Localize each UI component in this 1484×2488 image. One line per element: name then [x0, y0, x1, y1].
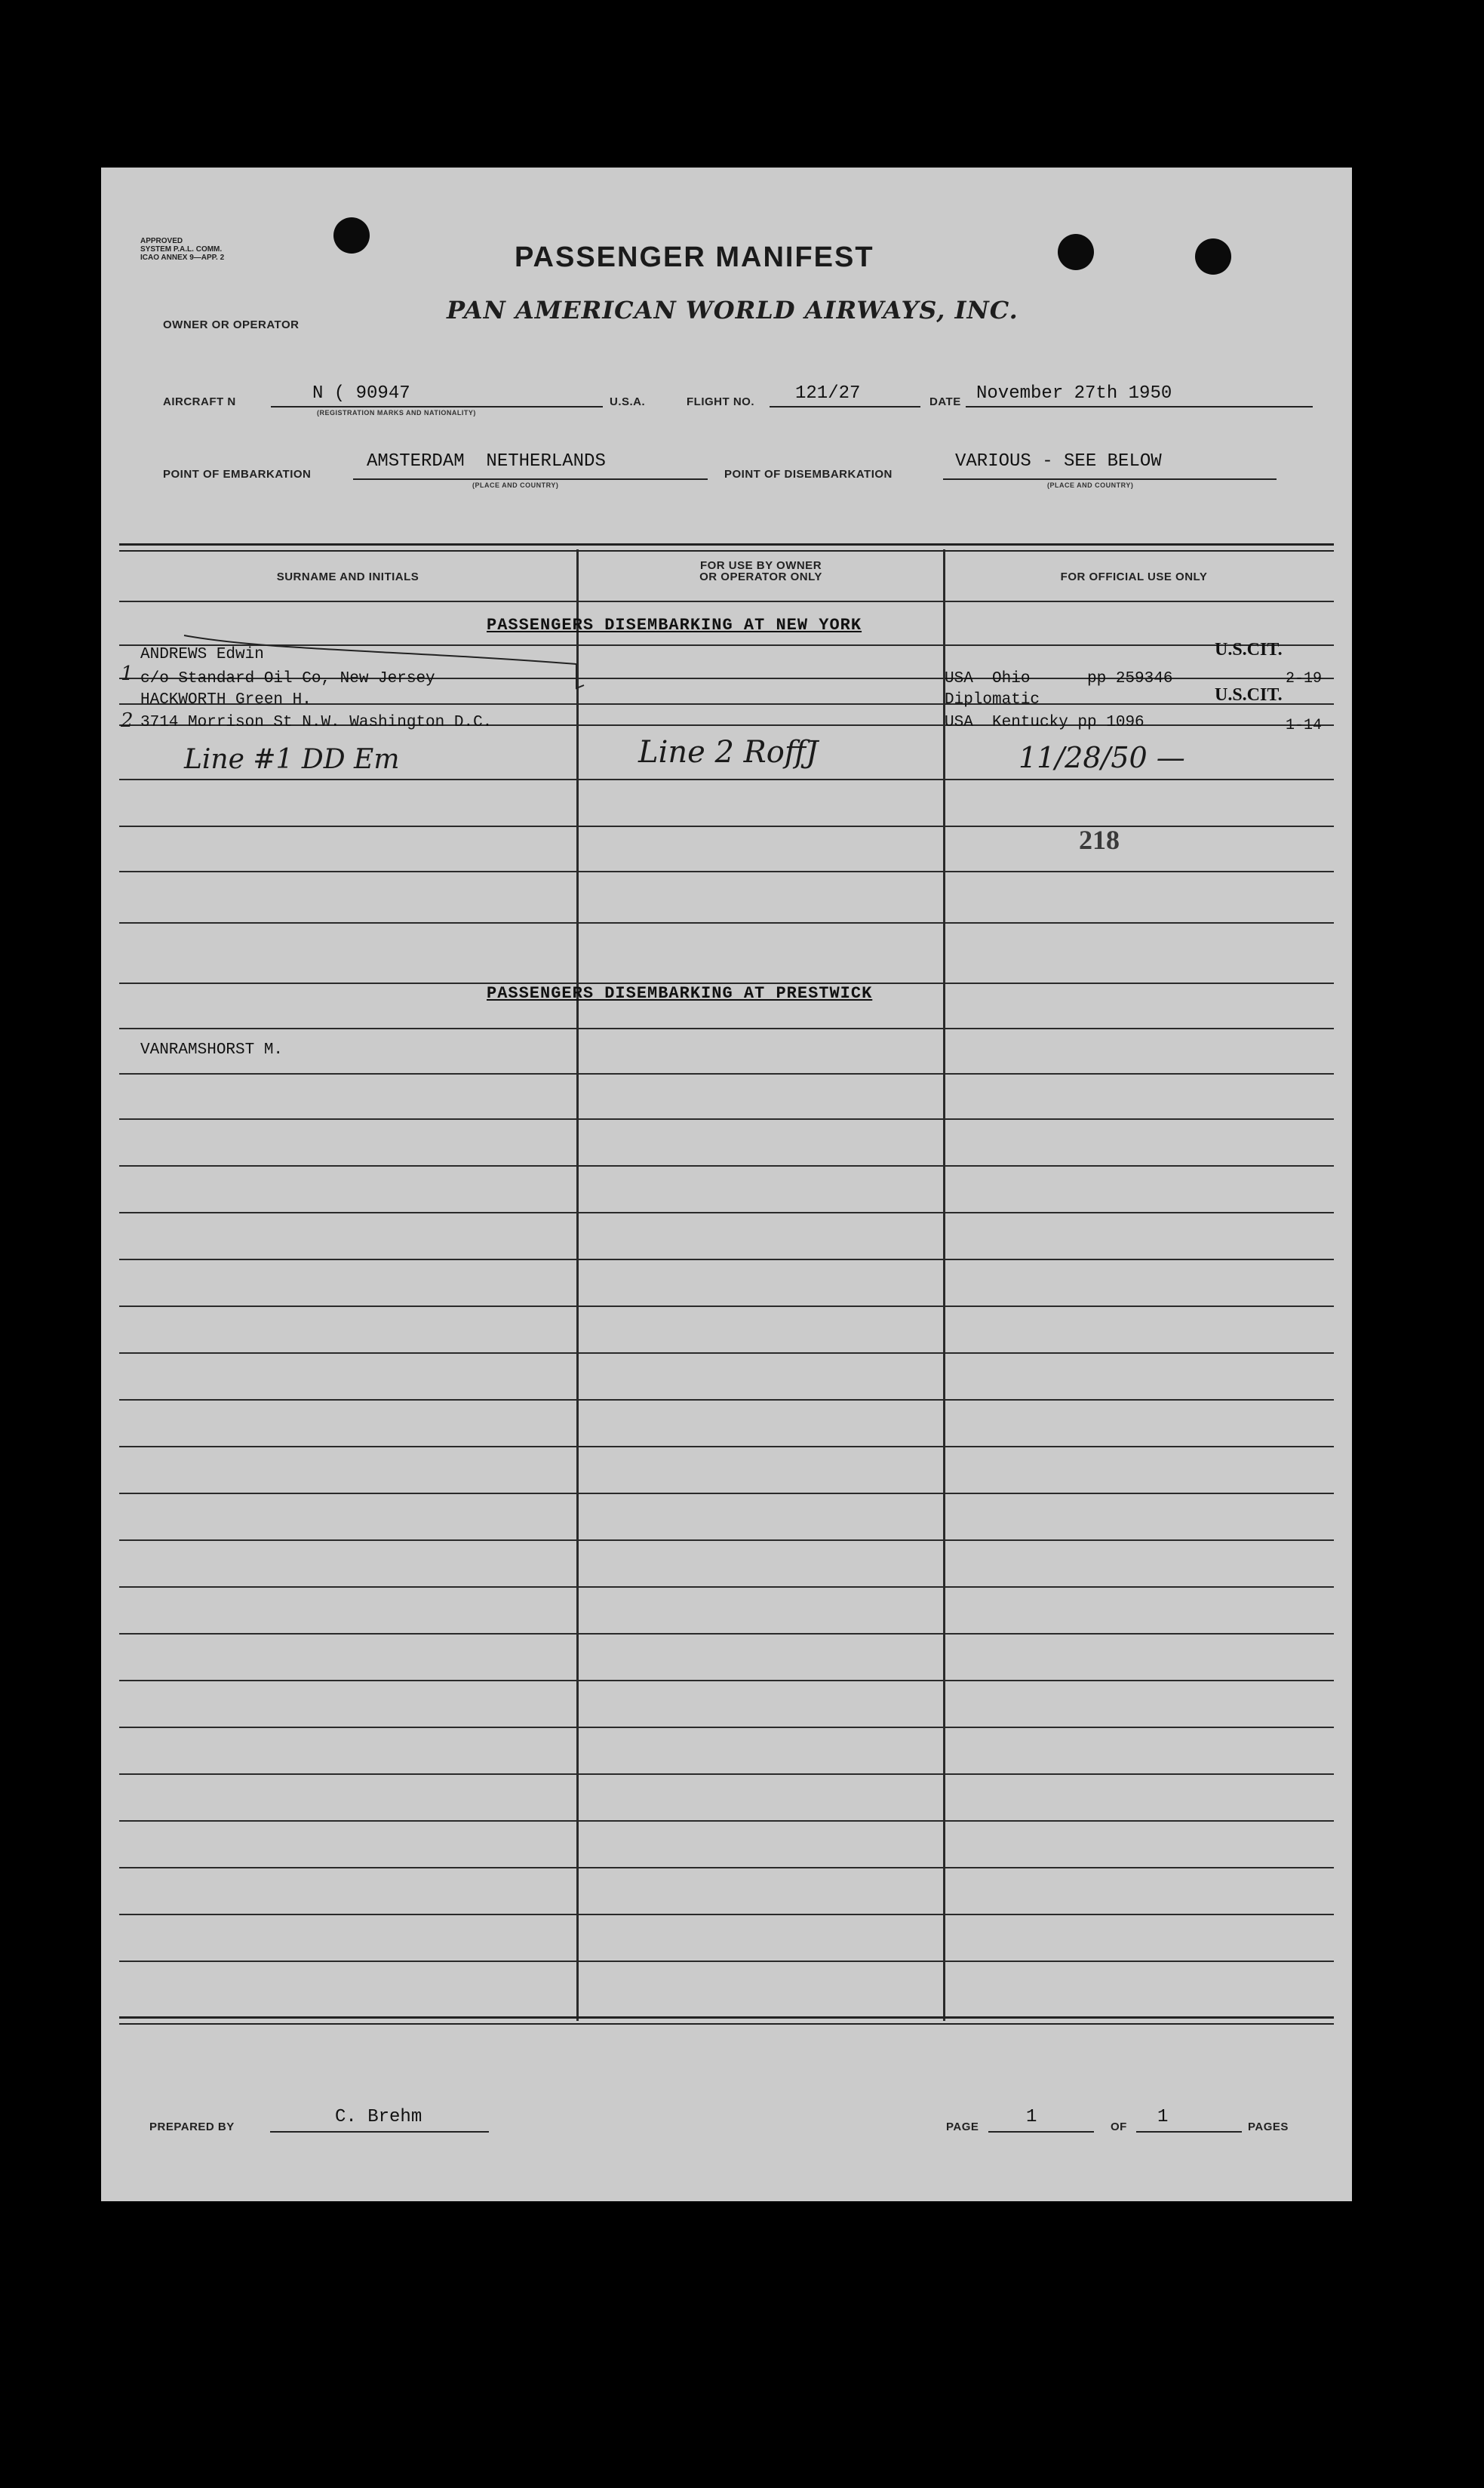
aircraft-underline: [271, 406, 603, 407]
passenger-name: HACKWORTH Green H.: [140, 691, 312, 709]
disembarkation-underline: [943, 478, 1277, 480]
passenger-name: ANDREWS Edwin: [140, 646, 264, 663]
column-header-surname: SURNAME AND INITIALS: [276, 570, 419, 583]
disembarkation-sub: (PLACE AND COUNTRY): [1047, 481, 1134, 489]
bracket-mark: [177, 598, 599, 711]
nationality-label: U.S.A.: [610, 395, 646, 408]
official-entry: USA Kentucky pp 1096: [945, 714, 1144, 731]
of-label: OF: [1111, 2120, 1127, 2133]
punch-hole: [1195, 238, 1231, 275]
embarkation-sub: (PLACE AND COUNTRY): [472, 481, 559, 489]
date-value: November 27th 1950: [976, 383, 1172, 404]
prepared-by-underline: [270, 2131, 489, 2133]
page-label: PAGE: [946, 2120, 979, 2133]
code-entry: 2-19: [1286, 670, 1323, 687]
column-header-official: FOR OFFICIAL USE ONLY: [1060, 570, 1208, 583]
official-entry: USA Ohio pp 259346: [945, 670, 1173, 687]
date-label: DATE: [929, 395, 961, 408]
prepared-by-label: PREPARED BY: [149, 2120, 235, 2133]
section-new-york: PASSENGERS DISEMBARKING AT NEW YORK: [487, 616, 862, 635]
aircraft-sub: (REGISTRATION MARKS AND NATIONALITY): [317, 409, 476, 417]
page-underline: [988, 2131, 1094, 2133]
row-number: 1: [121, 663, 134, 685]
official-entry: Diplomatic: [945, 691, 1040, 709]
citizenship-stamp: U.S.CIT.: [1215, 685, 1283, 705]
embarkation-underline: [353, 478, 708, 480]
total-underline: [1136, 2131, 1242, 2133]
flight-value: 121/27: [795, 383, 861, 404]
punch-hole: [1058, 234, 1094, 270]
pages-label: PAGES: [1248, 2120, 1289, 2133]
punch-hole: [333, 217, 370, 254]
passenger-address: 3714 Morrison St N.W. Washington D.C.: [140, 714, 493, 731]
operator-name: PAN AMERICAN WORLD AIRWAYS, INC.: [447, 296, 1019, 324]
aircraft-label: AIRCRAFT N: [163, 395, 236, 408]
stamp-number: 218: [1079, 825, 1120, 855]
prepared-by-value: C. Brehm: [335, 2107, 422, 2127]
embarkation-value: AMSTERDAM NETHERLANDS: [367, 451, 606, 472]
column-divider: [576, 549, 579, 2021]
handwritten-note: Line #1 DD Em: [184, 744, 400, 775]
column-divider: [943, 549, 945, 2021]
owner-label: OWNER OR OPERATOR: [163, 318, 300, 331]
aircraft-value: N ( 90947: [312, 383, 410, 404]
date-underline: [966, 406, 1313, 407]
page-title: PASSENGER MANIFEST: [515, 241, 874, 273]
passenger-address: c/o Standard Oil Co, New Jersey: [140, 670, 435, 687]
handwritten-date: 11/28/50 —: [1019, 741, 1185, 774]
citizenship-stamp: U.S.CIT.: [1215, 640, 1283, 660]
approval-note: APPROVED SYSTEM P.A.L. COMM. ICAO ANNEX 9—APP. 2: [140, 237, 225, 262]
manifest-sheet: [101, 168, 1352, 2201]
embarkation-label: POINT OF EMBARKATION: [163, 468, 312, 481]
passenger-name: VANRAMSHORST M.: [140, 1041, 284, 1059]
table-top-rule: [119, 543, 1334, 552]
page-value: 1: [1026, 2107, 1037, 2127]
total-pages-value: 1: [1157, 2107, 1169, 2127]
flight-label: FLIGHT NO.: [687, 395, 754, 408]
table-bottom-rule: [119, 2016, 1334, 2025]
disembarkation-value: VARIOUS - SEE BELOW: [955, 451, 1162, 472]
row-number: 2: [121, 709, 134, 732]
column-header-owner-use: FOR USE BY OWNER OR OPERATOR ONLY: [699, 559, 822, 583]
handwritten-note: Line 2 RoffJ: [638, 735, 819, 770]
flight-underline: [770, 406, 920, 407]
code-entry: 1-14: [1286, 717, 1323, 734]
section-prestwick: PASSENGERS DISEMBARKING AT PRESTWICK: [487, 984, 873, 1003]
disembarkation-label: POINT OF DISEMBARKATION: [724, 468, 893, 481]
